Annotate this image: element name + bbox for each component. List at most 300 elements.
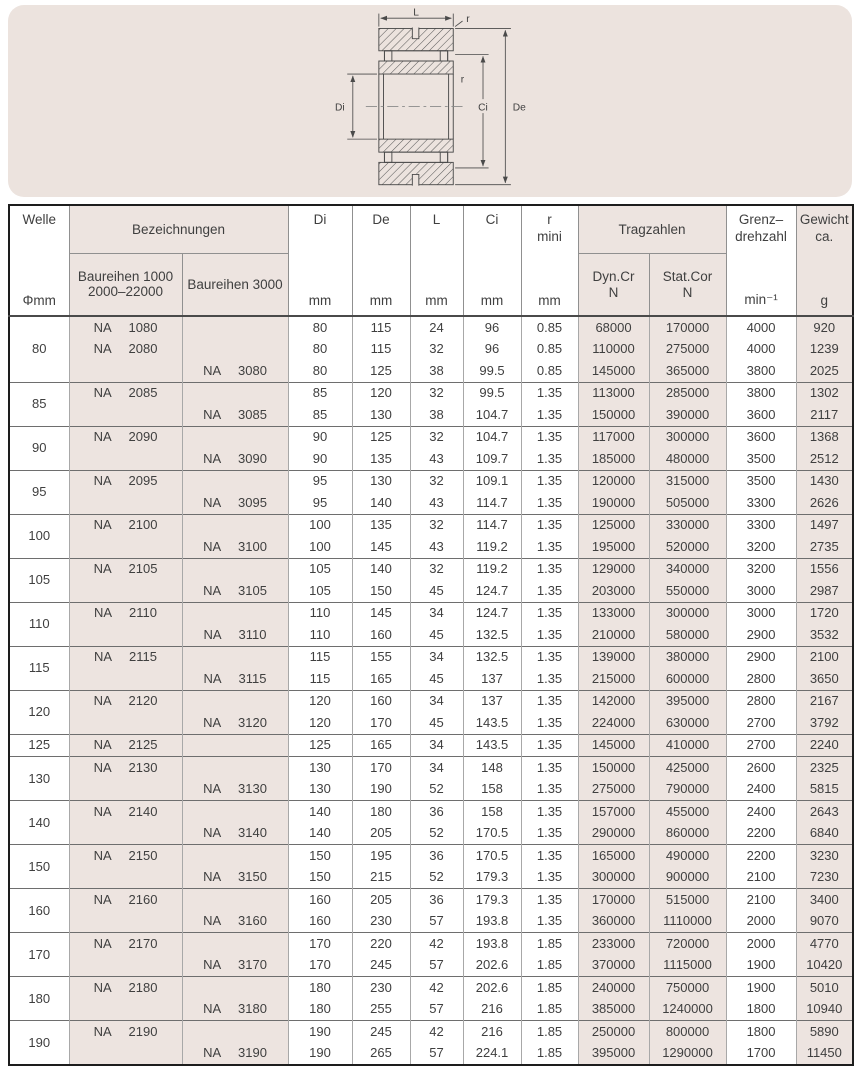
col-header-de [352, 205, 410, 316]
cell-r: 1.35 [521, 845, 578, 867]
col-header-baureihen-1000 [69, 253, 182, 316]
cell-de: 245 [352, 955, 410, 977]
cell-de: 145 [352, 602, 410, 624]
cell-grenz: 3300 [726, 492, 796, 514]
cell-ci: 179.3 [463, 867, 521, 889]
cell-b3000: NA 3080 [182, 360, 288, 382]
cell-welle: 80 [9, 316, 69, 382]
cell-stat: 275000 [649, 339, 726, 361]
cell-dyn: 68000 [578, 316, 649, 339]
cell-stat: 395000 [649, 690, 726, 712]
cell-b3000 [182, 339, 288, 361]
cell-r: 1.85 [521, 933, 578, 955]
cell-ci: 216 [463, 1021, 521, 1043]
cell-de: 130 [352, 404, 410, 426]
cell-gewicht: 5815 [796, 779, 853, 801]
dim-label-di: Di [334, 102, 345, 114]
cell-l: 36 [410, 845, 463, 867]
cell-gewicht: 1302 [796, 382, 853, 404]
cell-stat: 425000 [649, 757, 726, 779]
cell-grenz: 3600 [726, 426, 796, 448]
cell-stat: 900000 [649, 867, 726, 889]
table-row [9, 933, 853, 955]
cell-grenz: 1900 [726, 955, 796, 977]
cell-welle: 130 [9, 757, 69, 801]
cell-stat: 490000 [649, 845, 726, 867]
cell-grenz: 2000 [726, 911, 796, 933]
cell-di: 125 [288, 734, 352, 757]
cell-ci: 109.1 [463, 470, 521, 492]
cell-ci: 96 [463, 316, 521, 339]
cell-di: 170 [288, 933, 352, 955]
cell-welle: 125 [9, 734, 69, 757]
cell-b1000 [69, 911, 182, 933]
cell-r: 1.35 [521, 470, 578, 492]
cell-stat: 800000 [649, 1021, 726, 1043]
header-r-mini-label: mini [537, 229, 562, 244]
header-welle-label: Welle [22, 212, 56, 227]
table-row [9, 492, 853, 514]
cell-de: 150 [352, 580, 410, 602]
cell-grenz: 2800 [726, 690, 796, 712]
cell-ci: 104.7 [463, 404, 521, 426]
cell-grenz: 2600 [726, 757, 796, 779]
cell-l: 57 [410, 955, 463, 977]
cell-stat: 365000 [649, 360, 726, 382]
header-de-label: De [372, 212, 390, 227]
table-row [9, 801, 853, 823]
cell-ci: 193.8 [463, 911, 521, 933]
cell-dyn: 170000 [578, 889, 649, 911]
col-header-stat-cor [649, 253, 726, 316]
cell-dyn: 195000 [578, 536, 649, 558]
cell-r: 1.35 [521, 536, 578, 558]
cell-ci: 104.7 [463, 426, 521, 448]
cell-b3000: NA 3085 [182, 404, 288, 426]
cell-de: 255 [352, 999, 410, 1021]
cell-ci: 124.7 [463, 580, 521, 602]
table-row [9, 382, 853, 404]
cell-di: 85 [288, 382, 352, 404]
header-ci-label: Ci [485, 212, 499, 227]
cell-b3000 [182, 690, 288, 712]
cell-dyn: 395000 [578, 1043, 649, 1066]
cell-de: 160 [352, 624, 410, 646]
table-row [9, 426, 853, 448]
cell-de: 125 [352, 426, 410, 448]
cell-ci: 179.3 [463, 889, 521, 911]
cell-stat: 315000 [649, 470, 726, 492]
cell-gewicht: 1720 [796, 602, 853, 624]
cell-dyn: 203000 [578, 580, 649, 602]
cell-r: 0.85 [521, 360, 578, 382]
cell-r: 1.35 [521, 889, 578, 911]
cell-gewicht: 2167 [796, 690, 853, 712]
cell-b3000 [182, 845, 288, 867]
header-gewicht-label2: ca. [815, 229, 834, 244]
cell-welle: 115 [9, 646, 69, 690]
cell-b1000: NA 2090 [69, 426, 182, 448]
cell-l: 43 [410, 536, 463, 558]
header-r-label: r [547, 212, 552, 227]
cell-b3000: NA 3120 [182, 712, 288, 734]
cell-b3000: NA 3110 [182, 624, 288, 646]
cell-r: 1.35 [521, 448, 578, 470]
cell-b3000 [182, 889, 288, 911]
cell-b1000 [69, 955, 182, 977]
cell-r: 0.85 [521, 339, 578, 361]
cell-gewicht: 2626 [796, 492, 853, 514]
cell-b3000: NA 3090 [182, 448, 288, 470]
cell-l: 36 [410, 889, 463, 911]
cell-b1000 [69, 999, 182, 1021]
cell-gewicht: 2100 [796, 646, 853, 668]
table-row [9, 823, 853, 845]
cell-welle: 90 [9, 426, 69, 470]
cell-di: 95 [288, 492, 352, 514]
header-tragzahlen-label: Tragzahlen [618, 221, 686, 237]
cell-de: 265 [352, 1043, 410, 1066]
cell-de: 230 [352, 977, 410, 999]
header-di-unit: mm [308, 293, 332, 308]
cell-dyn: 215000 [578, 668, 649, 690]
cell-ci: 193.8 [463, 933, 521, 955]
cell-grenz: 3200 [726, 558, 796, 580]
cell-r: 1.35 [521, 624, 578, 646]
cell-grenz: 3800 [726, 382, 796, 404]
cell-b3000: NA 3100 [182, 536, 288, 558]
cell-gewicht: 2325 [796, 757, 853, 779]
cell-gewicht: 2240 [796, 734, 853, 757]
cell-di: 110 [288, 602, 352, 624]
cell-di: 115 [288, 668, 352, 690]
header-welle-unit: Φmm [22, 293, 56, 308]
cell-b3000 [182, 470, 288, 492]
cell-di: 90 [288, 448, 352, 470]
cell-dyn: 165000 [578, 845, 649, 867]
cell-gewicht: 1430 [796, 470, 853, 492]
cell-stat: 630000 [649, 712, 726, 734]
col-header-l [410, 205, 463, 316]
cell-di: 100 [288, 536, 352, 558]
cell-di: 130 [288, 779, 352, 801]
cell-stat: 860000 [649, 823, 726, 845]
cell-stat: 330000 [649, 514, 726, 536]
header-de-unit: mm [369, 293, 393, 308]
cell-ci: 119.2 [463, 558, 521, 580]
cell-grenz: 3500 [726, 448, 796, 470]
cell-gewicht: 3400 [796, 889, 853, 911]
cell-l: 32 [410, 426, 463, 448]
cell-di: 90 [288, 426, 352, 448]
table-row [9, 339, 853, 361]
cell-b3000 [182, 382, 288, 404]
cell-di: 160 [288, 889, 352, 911]
table-row [9, 404, 853, 426]
cell-grenz: 2200 [726, 845, 796, 867]
cell-gewicht: 4770 [796, 933, 853, 955]
cell-stat: 300000 [649, 602, 726, 624]
cell-de: 115 [352, 316, 410, 339]
cell-b1000 [69, 668, 182, 690]
table-row [9, 955, 853, 977]
cell-di: 180 [288, 999, 352, 1021]
table-row [9, 867, 853, 889]
header-bezeichnungen-label: Bezeichnungen [131, 221, 226, 237]
cell-l: 43 [410, 492, 463, 514]
cell-b1000 [69, 712, 182, 734]
table-header [9, 205, 853, 316]
cell-l: 57 [410, 911, 463, 933]
cell-b1000: NA 1080 [69, 316, 182, 339]
cell-grenz: 2700 [726, 734, 796, 757]
cell-l: 36 [410, 801, 463, 823]
cell-l: 45 [410, 624, 463, 646]
cell-b1000 [69, 404, 182, 426]
cell-de: 165 [352, 734, 410, 757]
cell-stat: 1115000 [649, 955, 726, 977]
cell-stat: 790000 [649, 779, 726, 801]
cell-welle: 190 [9, 1021, 69, 1066]
cell-dyn: 150000 [578, 757, 649, 779]
cell-ci: 132.5 [463, 646, 521, 668]
cell-di: 85 [288, 404, 352, 426]
cell-ci: 170.5 [463, 823, 521, 845]
cell-stat: 580000 [649, 624, 726, 646]
cell-gewicht: 2512 [796, 448, 853, 470]
cell-grenz: 2900 [726, 646, 796, 668]
dim-label-ci: Ci [478, 102, 488, 114]
cell-r: 1.35 [521, 404, 578, 426]
cell-gewicht: 5890 [796, 1021, 853, 1043]
col-header-ci [463, 205, 521, 316]
cell-de: 140 [352, 492, 410, 514]
cell-b1000: NA 2115 [69, 646, 182, 668]
cell-ci: 137 [463, 668, 521, 690]
cell-b3000 [182, 734, 288, 757]
cell-ci: 202.6 [463, 955, 521, 977]
cell-b1000 [69, 624, 182, 646]
header-baureihen1000-label: Baureihen 1000 [77, 269, 174, 285]
cell-dyn: 113000 [578, 382, 649, 404]
cell-r: 1.35 [521, 580, 578, 602]
table-row [9, 580, 853, 602]
cell-ci: 96 [463, 339, 521, 361]
col-header-tragzahlen [578, 205, 726, 253]
cell-b1000: NA 2150 [69, 845, 182, 867]
cell-de: 205 [352, 823, 410, 845]
cell-de: 170 [352, 757, 410, 779]
cell-grenz: 3800 [726, 360, 796, 382]
table-row [9, 690, 853, 712]
cell-b1000: NA 2160 [69, 889, 182, 911]
cell-de: 145 [352, 536, 410, 558]
cell-grenz: 2800 [726, 668, 796, 690]
cell-ci: 119.2 [463, 536, 521, 558]
cell-b1000: NA 2095 [69, 470, 182, 492]
cell-de: 190 [352, 779, 410, 801]
cell-l: 45 [410, 712, 463, 734]
cell-gewicht: 1556 [796, 558, 853, 580]
header-grenz-unit: min⁻¹ [744, 292, 778, 307]
cell-l: 34 [410, 602, 463, 624]
cell-b1000: NA 2100 [69, 514, 182, 536]
cell-stat: 300000 [649, 426, 726, 448]
dim-label-r-mid: r [460, 74, 465, 86]
cell-grenz: 3200 [726, 536, 796, 558]
cell-de: 130 [352, 470, 410, 492]
table-row [9, 668, 853, 690]
cell-l: 57 [410, 1043, 463, 1066]
cell-dyn: 157000 [578, 801, 649, 823]
cell-r: 1.35 [521, 690, 578, 712]
cell-gewicht: 6840 [796, 823, 853, 845]
cell-r: 1.35 [521, 646, 578, 668]
table-row [9, 845, 853, 867]
cell-gewicht: 5010 [796, 977, 853, 999]
cell-stat: 1290000 [649, 1043, 726, 1066]
cell-b3000: NA 3105 [182, 580, 288, 602]
cell-stat: 600000 [649, 668, 726, 690]
cell-l: 42 [410, 1021, 463, 1043]
header-stat-label: Stat.Cor [662, 268, 713, 284]
cell-b3000 [182, 514, 288, 536]
cell-l: 32 [410, 470, 463, 492]
cell-grenz: 3500 [726, 470, 796, 492]
cell-stat: 520000 [649, 536, 726, 558]
cell-r: 1.85 [521, 955, 578, 977]
cell-ci: 132.5 [463, 624, 521, 646]
cell-l: 32 [410, 382, 463, 404]
cell-dyn: 275000 [578, 779, 649, 801]
header-l-label: L [432, 212, 441, 227]
cell-dyn: 129000 [578, 558, 649, 580]
table-row [9, 734, 853, 757]
cell-dyn: 145000 [578, 734, 649, 757]
cell-dyn: 110000 [578, 339, 649, 361]
cell-gewicht: 3650 [796, 668, 853, 690]
cell-gewicht: 920 [796, 316, 853, 339]
cell-b1000 [69, 1043, 182, 1066]
cell-grenz: 2200 [726, 823, 796, 845]
cell-dyn: 150000 [578, 404, 649, 426]
cell-b3000 [182, 933, 288, 955]
cell-dyn: 145000 [578, 360, 649, 382]
cell-gewicht: 2987 [796, 580, 853, 602]
table-row [9, 360, 853, 382]
cell-b3000: NA 3160 [182, 911, 288, 933]
cell-de: 170 [352, 712, 410, 734]
cell-ci: 158 [463, 801, 521, 823]
cell-dyn: 290000 [578, 823, 649, 845]
cell-dyn: 370000 [578, 955, 649, 977]
cell-welle: 120 [9, 690, 69, 734]
cell-b3000: NA 3130 [182, 779, 288, 801]
cell-welle: 100 [9, 514, 69, 558]
cell-de: 140 [352, 558, 410, 580]
cell-grenz: 2100 [726, 867, 796, 889]
cell-ci: 99.5 [463, 382, 521, 404]
table-row [9, 514, 853, 536]
cell-di: 120 [288, 690, 352, 712]
cell-grenz: 1800 [726, 1021, 796, 1043]
cell-de: 245 [352, 1021, 410, 1043]
cell-grenz: 3000 [726, 602, 796, 624]
cell-b3000: NA 3115 [182, 668, 288, 690]
cell-welle: 95 [9, 470, 69, 514]
table-row [9, 602, 853, 624]
cell-grenz: 2400 [726, 801, 796, 823]
cell-ci: 137 [463, 690, 521, 712]
cell-stat: 340000 [649, 558, 726, 580]
cell-b1000: NA 2105 [69, 558, 182, 580]
cell-ci: 124.7 [463, 602, 521, 624]
cell-r: 1.35 [521, 867, 578, 889]
col-header-r-mini [521, 205, 578, 316]
cell-ci: 143.5 [463, 712, 521, 734]
table-row [9, 536, 853, 558]
cell-dyn: 360000 [578, 911, 649, 933]
cell-b1000: NA 2170 [69, 933, 182, 955]
cell-r: 1.35 [521, 823, 578, 845]
cell-dyn: 120000 [578, 470, 649, 492]
bearing-diagram [305, 8, 555, 194]
cell-ci: 202.6 [463, 977, 521, 999]
col-header-baureihen-3000 [182, 253, 288, 316]
header-di-label: Di [313, 212, 327, 227]
cell-di: 120 [288, 712, 352, 734]
cell-l: 34 [410, 757, 463, 779]
table-body [9, 316, 853, 1065]
dim-label-r-top: r [466, 13, 470, 25]
dim-label-de: De [512, 102, 526, 114]
header-dyn-label: Dyn.Cr [592, 268, 635, 284]
cell-b1000: NA 2120 [69, 690, 182, 712]
cell-l: 52 [410, 823, 463, 845]
cell-stat: 480000 [649, 448, 726, 470]
cell-di: 105 [288, 558, 352, 580]
cell-stat: 515000 [649, 889, 726, 911]
cell-welle: 180 [9, 977, 69, 1021]
cell-b1000 [69, 867, 182, 889]
cell-di: 190 [288, 1021, 352, 1043]
cell-r: 1.35 [521, 712, 578, 734]
cell-b3000: NA 3140 [182, 823, 288, 845]
cell-ci: 99.5 [463, 360, 521, 382]
table-row [9, 1043, 853, 1066]
cell-stat: 1110000 [649, 911, 726, 933]
table-row [9, 977, 853, 999]
cell-stat: 720000 [649, 933, 726, 955]
cell-r: 1.85 [521, 1021, 578, 1043]
cell-di: 170 [288, 955, 352, 977]
cell-dyn: 142000 [578, 690, 649, 712]
cell-di: 160 [288, 911, 352, 933]
cell-l: 38 [410, 404, 463, 426]
cell-l: 52 [410, 779, 463, 801]
cell-de: 180 [352, 801, 410, 823]
table-row [9, 470, 853, 492]
cell-b1000: NA 2110 [69, 602, 182, 624]
cell-welle: 150 [9, 845, 69, 889]
cell-welle: 110 [9, 602, 69, 646]
cell-grenz: 2000 [726, 933, 796, 955]
cell-gewicht: 3230 [796, 845, 853, 867]
cell-gewicht: 10940 [796, 999, 853, 1021]
cell-grenz: 2100 [726, 889, 796, 911]
header-dyn-unit: N [608, 284, 619, 300]
cell-gewicht: 11450 [796, 1043, 853, 1066]
